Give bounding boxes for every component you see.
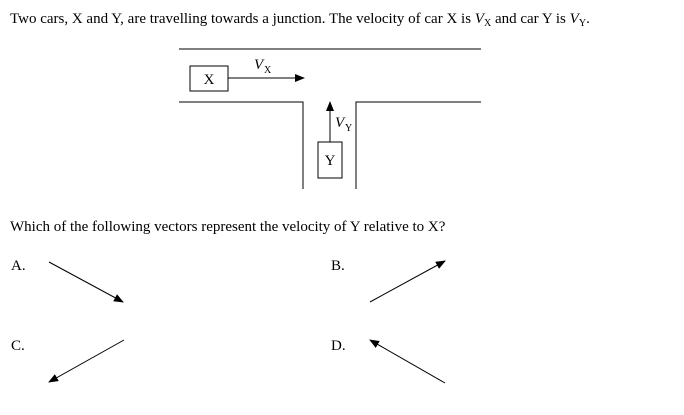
road-bottom-right-edge	[356, 102, 481, 189]
vy-subscript: Y	[578, 18, 587, 29]
prompt-text: Which of the following vectors represent the velocity of Y relative to X?	[10, 219, 446, 235]
question-mid: and car Y is	[491, 11, 570, 27]
vy-label-sub: Y	[345, 123, 353, 134]
option-a-label[interactable]: A.	[11, 258, 26, 274]
car-x-label: X	[203, 72, 215, 88]
option-a-arrow	[49, 262, 123, 302]
option-d-arrow	[370, 340, 445, 383]
option-d-label[interactable]: D.	[331, 338, 346, 354]
vx-subscript: X	[483, 18, 492, 29]
option-b-arrow	[370, 261, 445, 302]
option-b-label[interactable]: B.	[331, 258, 345, 274]
vx-symbol: V	[474, 11, 484, 27]
question-end: .	[586, 11, 590, 27]
vx-label: V	[254, 57, 264, 73]
vx-label-sub: X	[264, 65, 272, 76]
option-c-label[interactable]: C.	[11, 338, 25, 354]
vy-label: V	[335, 115, 345, 131]
car-y-label: Y	[324, 153, 336, 169]
question-intro: Two cars, X and Y, are travelling towards a junction. The velocity of car X is	[10, 11, 475, 27]
option-c-arrow	[49, 340, 124, 382]
vy-symbol: V	[569, 11, 579, 27]
road-bottom-left-edge	[179, 102, 303, 189]
